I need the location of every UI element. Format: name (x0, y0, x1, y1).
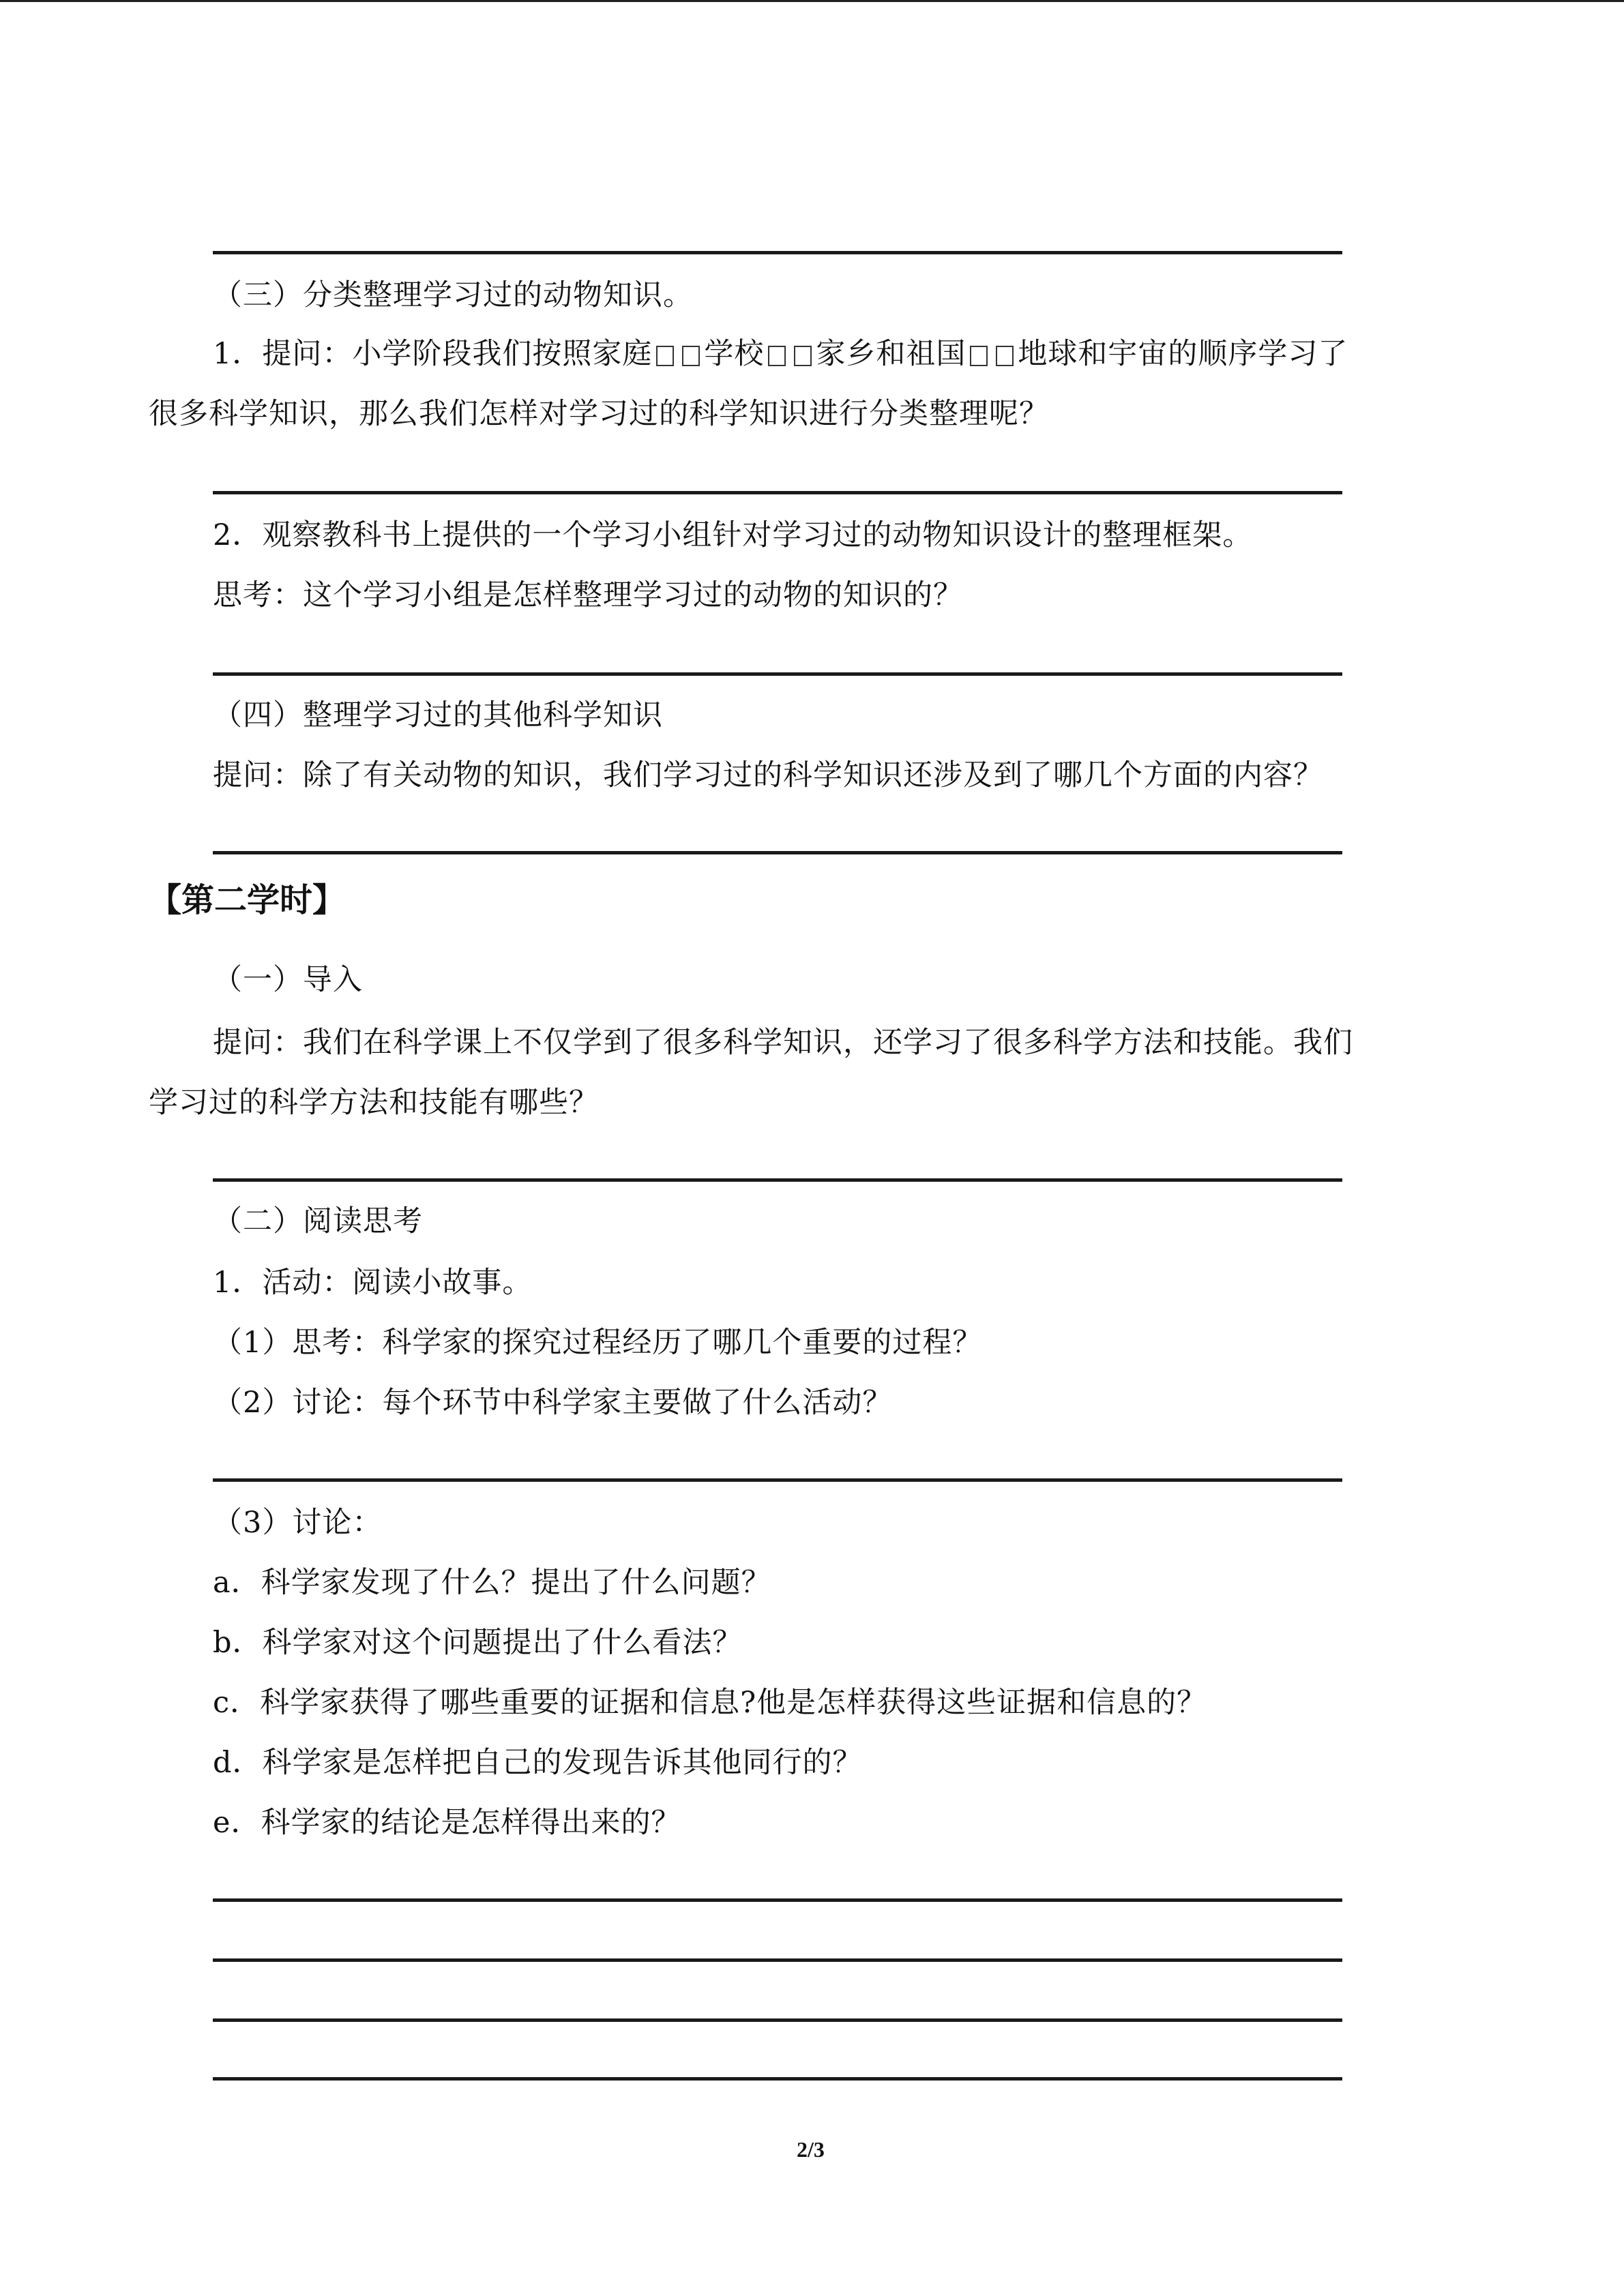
list-item: a．科学家发现了什么？提出了什么问题？ (213, 1566, 771, 1600)
blank-box (794, 346, 812, 366)
question-part: 1．提问：小学阶段我们按照家庭 (213, 337, 653, 371)
question-text: （3）讨论： (213, 1506, 383, 1540)
list-item: b．科学家对这个问题提出了什么看法？ (213, 1626, 743, 1660)
list-item: e．科学家的结论是怎样得出来的？ (213, 1806, 681, 1840)
answer-line[interactable] (213, 1958, 1342, 1962)
question-text: 提问：除了有关动物的知识，我们学习过的科学知识还涉及到了哪几个方面的内容？ (213, 758, 1323, 792)
answer-line[interactable] (213, 851, 1342, 854)
page-top-border (0, 0, 1624, 2)
answer-line[interactable] (213, 1178, 1342, 1182)
question-text: 提问：我们在科学课上不仅学到了很多科学知识，还学习了很多科学方法和技能。我们 (213, 1026, 1353, 1060)
activity-text: 1．活动：阅读小故事。 (213, 1266, 533, 1300)
blank-box (970, 346, 988, 366)
answer-line[interactable] (213, 251, 1342, 254)
blank-box (996, 346, 1014, 366)
blank-box (656, 346, 674, 366)
section-title: （二）阅读思考 (213, 1204, 423, 1238)
question-text: 学习过的科学方法和技能有哪些？ (149, 1086, 599, 1120)
answer-line[interactable] (213, 2018, 1342, 2022)
answer-line[interactable] (213, 491, 1342, 494)
section-title: （一）导入 (213, 963, 363, 997)
question-text: 2．观察教科书上提供的一个学习小组针对学习过的动物知识设计的整理框架。 (213, 518, 1253, 552)
lesson-heading: 【第二学时】 (149, 881, 346, 919)
answer-line[interactable] (213, 1898, 1342, 1902)
question-text: （1）思考：科学家的探究过程经历了哪几个重要的过程？ (213, 1326, 983, 1360)
question-text (213, 334, 1348, 374)
list-item: d．科学家是怎样把自己的发现告诉其他同行的？ (213, 1746, 863, 1780)
section-title: （三）分类整理学习过的动物知识。 (213, 278, 693, 312)
question-text: （2）讨论：每个环节中科学家主要做了什么活动？ (213, 1386, 893, 1420)
answer-line[interactable] (213, 2077, 1342, 2081)
question-text: 思考：这个学习小组是怎样整理学习过的动物的知识的？ (213, 578, 963, 612)
question-part: 学校 (704, 337, 765, 371)
answer-line[interactable] (213, 1478, 1342, 1482)
blank-box (682, 346, 700, 366)
page-number: 2/3 (797, 2137, 825, 2162)
blank-box (768, 346, 786, 366)
question-text: 很多科学知识，那么我们怎样对学习过的科学知识进行分类整理呢？ (149, 397, 1049, 431)
list-item: c．科学家获得了哪些重要的证据和信息?他是怎样获得这些证据和信息的？ (213, 1686, 1207, 1720)
section-title: （四）整理学习过的其他科学知识 (213, 698, 663, 732)
question-part: 家乡和祖国 (816, 337, 966, 371)
answer-line[interactable] (213, 672, 1342, 676)
question-part: 地球和宇宙的顺序学习了 (1018, 337, 1348, 371)
